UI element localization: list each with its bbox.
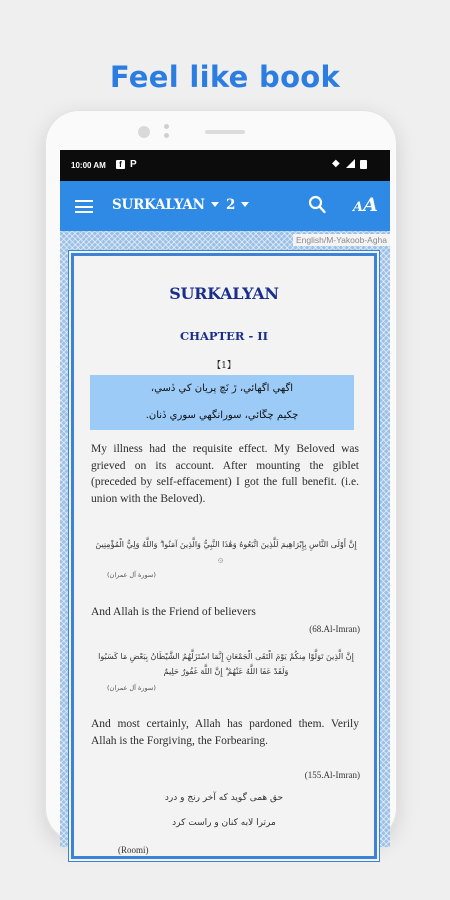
arabic-verse: إِنَّ أَوْلَى النَّاسِ بِإِبْرَاهِيمَ لَلَّذِينَ اتَّبَعُوهُ وَهَٰذَا النَّبِيُّ وَالَّذِينَ آمَنُوا ۗ وَاللَّهُ وَلِيُّ الْمُؤْمِنِينَ bbox=[95, 540, 357, 549]
poet-attribution: (Roomi) bbox=[118, 845, 149, 855]
facebook-icon: f bbox=[116, 160, 125, 169]
speaker-grille bbox=[205, 130, 245, 134]
font-size-icon[interactable] bbox=[353, 194, 378, 216]
p-notification-icon: P bbox=[130, 159, 137, 170]
persian-verse: مرترا لابه کنان و راست کرد bbox=[172, 818, 276, 828]
wifi-icon: ◆ bbox=[332, 158, 340, 169]
chapter-dropdown[interactable] bbox=[226, 197, 249, 213]
persian-verse: حق همی گوید که آخر رنج و درد bbox=[164, 793, 284, 803]
arabic-verse: إِنَّ الَّذِينَ تَوَلَّوْا مِنكُمْ يَوْمَ الْتَقَى الْجَمْعَانِ إِنَّمَا اسْتَزَلَّهُمُ الشَّيْطَانُ بِبَعْضِ مَا كَسَبُوا bbox=[98, 652, 354, 661]
phone-frame bbox=[45, 110, 397, 855]
verse-reference: (68.Al-Imran) bbox=[309, 624, 360, 634]
page-title: SURKALYAN bbox=[169, 284, 279, 303]
headline: Feel like book bbox=[109, 60, 341, 94]
font-icon-large: A bbox=[363, 194, 378, 216]
book-dropdown-label: SURKALYAN bbox=[112, 197, 205, 213]
app-bar bbox=[60, 181, 390, 231]
chapter-dropdown-label: 2 bbox=[226, 197, 236, 213]
verse-highlight[interactable] bbox=[90, 375, 354, 430]
arabic-verse: وَلَقَدْ عَفَا اللَّهُ عَنْهُمْ ۗ إِنَّ اللَّهَ غَفُورٌ حَلِيمٌ bbox=[163, 667, 289, 676]
book-page bbox=[71, 253, 377, 859]
camera-icon bbox=[138, 126, 150, 138]
reader-area[interactable] bbox=[60, 231, 390, 855]
translator-label[interactable]: English/M-Yakoob-Agha bbox=[293, 234, 390, 246]
menu-icon[interactable] bbox=[75, 200, 93, 213]
chevron-down-icon bbox=[241, 202, 249, 207]
phone-screen bbox=[60, 150, 390, 855]
search-icon[interactable] bbox=[308, 195, 326, 215]
sensor-icon bbox=[164, 133, 169, 138]
verse-number: 【1】 bbox=[212, 361, 236, 371]
book-dropdown[interactable] bbox=[112, 197, 219, 213]
sindhi-verse-line: چکيم چڱائي، سورانگهي سوري ڏنان. bbox=[145, 410, 299, 421]
translation-paragraph: My illness had the requisite effect. My Beloved was grieved on its account. After mounting the giblet (preceded by self-effacement) I got the full benefit. (i.e. union with the Beloved). bbox=[91, 443, 359, 505]
translation-paragraph: And Allah is the Friend of believers bbox=[91, 606, 256, 618]
chevron-down-icon bbox=[211, 202, 219, 207]
chapter-heading: CHAPTER - II bbox=[179, 329, 268, 343]
sensor-icon bbox=[164, 124, 169, 129]
battery-icon bbox=[360, 160, 367, 169]
translation-paragraph: And most certainly, Allah has pardoned them. Verily Allah is the Forgiving, the Forbearing. bbox=[91, 718, 359, 747]
font-icon-small: A bbox=[353, 200, 364, 215]
status-time: 10:00 AM bbox=[71, 161, 106, 170]
status-bar bbox=[60, 150, 390, 181]
ornament-icon: ۞ bbox=[218, 554, 224, 564]
arabic-reference: (سورة آل عمران) bbox=[107, 684, 156, 692]
signal-icon bbox=[346, 159, 355, 168]
sindhi-verse-line: اگهي اگهائي، ڙ نَچ پريان کي ڏسي، bbox=[150, 383, 294, 394]
arabic-reference: (سورة آل عمران) bbox=[107, 571, 156, 579]
verse-reference: (155.Al-Imran) bbox=[304, 770, 360, 780]
